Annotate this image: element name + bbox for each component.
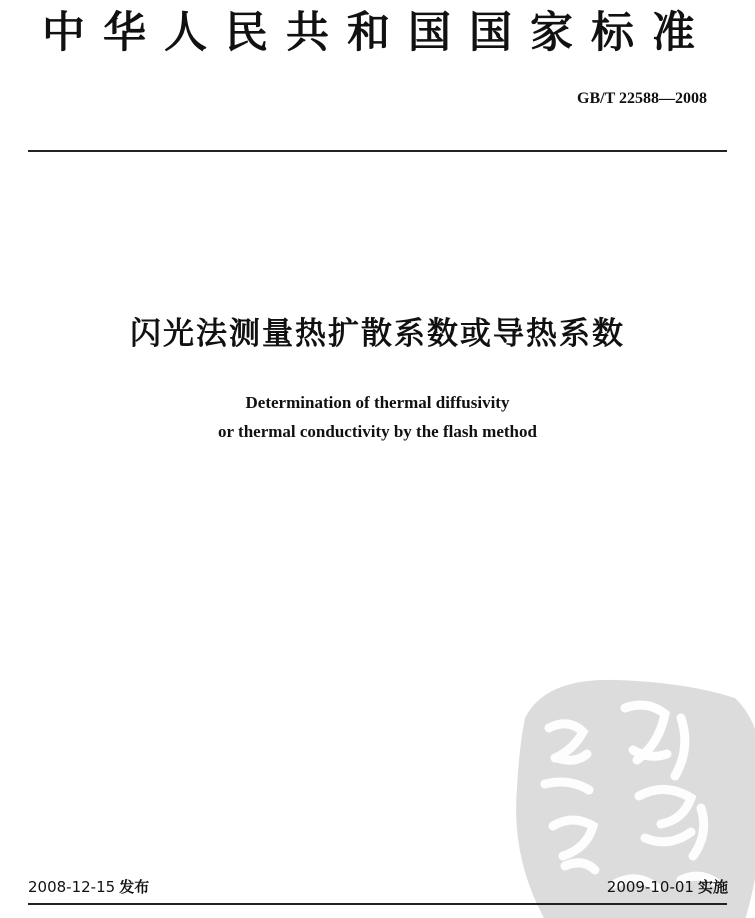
bottom-divider: [28, 903, 727, 905]
issue-date: [28, 876, 149, 897]
top-divider: [28, 150, 727, 152]
issue-date-value: 2008-12-15: [28, 878, 116, 896]
document-title-en-line2: or thermal conductivity by the flash method: [218, 422, 537, 441]
issue-date-label: 发布: [119, 878, 150, 896]
national-standard-heading: 中华人民共和国国家标准: [42, 8, 713, 58]
document-title-zh: 闪光法测量热扩散系数或导热系数: [130, 316, 625, 352]
implement-date: [607, 876, 728, 897]
implement-date-value: 2009-10-01: [606, 878, 694, 896]
implement-date-label: 实施: [697, 878, 728, 896]
standard-number: GB/T 22588—2008: [577, 90, 707, 107]
document-title-en-line1: Determination of thermal diffusivity: [245, 393, 510, 412]
